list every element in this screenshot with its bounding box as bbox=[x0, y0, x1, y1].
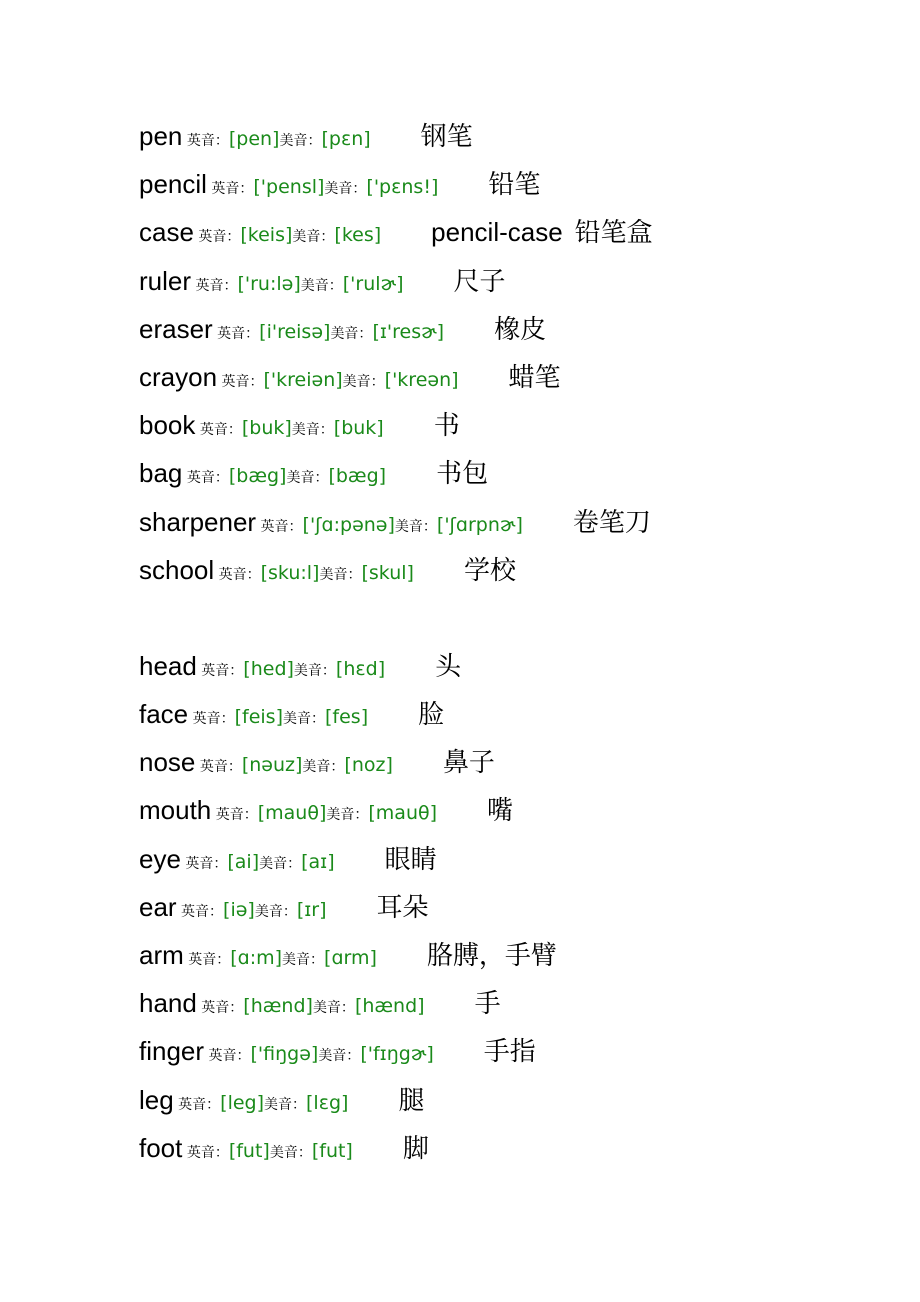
us-phonetic: [noz] bbox=[344, 754, 393, 777]
english-word: mouth bbox=[139, 795, 212, 826]
uk-label: 英音： bbox=[199, 422, 242, 439]
us-label: 美音： bbox=[293, 662, 336, 679]
english-word: case bbox=[139, 217, 194, 248]
uk-phonetic: ['ʃɑ:pənə] bbox=[302, 513, 395, 536]
word-group bbox=[139, 112, 899, 594]
uk-phonetic: [buk] bbox=[241, 417, 292, 440]
chinese-meaning: 嘴 bbox=[487, 796, 514, 827]
english-word: finger bbox=[139, 1036, 205, 1067]
uk-label: 英音： bbox=[195, 277, 238, 294]
chinese-meaning: 腿 bbox=[398, 1085, 425, 1116]
vocab-row bbox=[139, 786, 899, 834]
chinese-meaning: 尺子 bbox=[453, 266, 506, 297]
uk-phonetic: [bæg] bbox=[228, 465, 287, 488]
chinese-meaning: 橡皮 bbox=[494, 314, 547, 345]
chinese-meaning: 学校 bbox=[463, 555, 516, 586]
us-phonetic: ['kreən] bbox=[384, 368, 459, 391]
chinese-meaning: 耳朵 bbox=[376, 892, 429, 923]
vocab-row bbox=[139, 642, 899, 690]
chinese-meaning: 胳膊，手臂 bbox=[426, 941, 557, 971]
vocab-row bbox=[139, 979, 899, 1027]
us-phonetic: [ɪr] bbox=[296, 898, 327, 921]
uk-label: 英音： bbox=[208, 1048, 251, 1065]
uk-label: 英音： bbox=[181, 903, 224, 920]
us-label: 美音： bbox=[312, 1000, 355, 1017]
uk-phonetic: [hed] bbox=[243, 657, 294, 680]
uk-label: 英音： bbox=[186, 1144, 229, 1161]
uk-phonetic: [i'reisə] bbox=[259, 320, 331, 343]
us-label: 美音： bbox=[394, 518, 437, 535]
uk-phonetic: [sku:l] bbox=[260, 561, 320, 584]
english-word: eraser bbox=[139, 313, 213, 344]
english-word: leg bbox=[139, 1084, 174, 1115]
chinese-meaning: 脸 bbox=[418, 700, 445, 731]
vocab-row bbox=[139, 257, 899, 305]
word-group bbox=[139, 642, 899, 1172]
uk-phonetic: [fut] bbox=[228, 1139, 270, 1162]
chinese-meaning: 铅笔 bbox=[488, 170, 541, 201]
english-word: book bbox=[139, 410, 196, 441]
english-word: hand bbox=[139, 988, 197, 1019]
uk-label: 英音： bbox=[201, 662, 244, 679]
uk-phonetic: ['kreiən] bbox=[263, 368, 343, 391]
us-label: 美音： bbox=[283, 711, 325, 728]
chinese-meaning: 头 bbox=[435, 651, 462, 682]
chinese-meaning: 脚 bbox=[402, 1133, 429, 1164]
vocab-row bbox=[139, 208, 899, 256]
us-phonetic: [hɛd] bbox=[335, 657, 386, 680]
us-phonetic: [kes] bbox=[334, 224, 382, 247]
uk-label: 英音： bbox=[211, 181, 254, 198]
vocab-row bbox=[139, 883, 899, 931]
english-word: foot bbox=[139, 1132, 183, 1163]
us-label: 美音： bbox=[330, 325, 373, 342]
english-word: face bbox=[139, 699, 189, 730]
us-label: 美音： bbox=[342, 373, 385, 390]
uk-phonetic: ['fiŋgə] bbox=[250, 1043, 319, 1066]
us-label: 美音： bbox=[324, 181, 367, 198]
uk-label: 英音： bbox=[217, 325, 260, 342]
uk-label: 英音： bbox=[218, 566, 261, 583]
uk-label: 英音： bbox=[260, 518, 303, 535]
uk-phonetic: ['ru:lə] bbox=[237, 272, 301, 295]
uk-phonetic: [nəuz] bbox=[241, 754, 303, 777]
vocab-row bbox=[139, 931, 899, 979]
uk-phonetic: [pen] bbox=[228, 128, 280, 150]
english-word: bag bbox=[139, 458, 183, 489]
english-word: arm bbox=[139, 940, 184, 970]
english-word: ear bbox=[139, 891, 177, 922]
uk-label: 英音： bbox=[188, 952, 231, 968]
us-label: 美音： bbox=[319, 566, 362, 583]
us-label: 美音： bbox=[326, 807, 369, 824]
vocab-row bbox=[139, 1124, 899, 1172]
uk-label: 英音： bbox=[185, 855, 228, 872]
chinese-meaning: 书包 bbox=[436, 459, 489, 490]
uk-phonetic: [hænd] bbox=[243, 995, 313, 1018]
us-label: 美音： bbox=[292, 229, 335, 246]
us-label: 美音： bbox=[269, 1144, 312, 1161]
english-word: pen bbox=[139, 121, 183, 151]
chinese-meaning: 眼睛 bbox=[384, 844, 437, 875]
uk-phonetic: [feis] bbox=[234, 706, 283, 729]
us-phonetic: [aɪ] bbox=[301, 850, 335, 873]
vocab-row bbox=[139, 1076, 899, 1124]
us-label: 美音： bbox=[300, 277, 343, 294]
us-label: 美音： bbox=[302, 759, 345, 776]
vocab-row bbox=[139, 449, 899, 497]
us-phonetic: ['fɪŋgɚ] bbox=[360, 1043, 434, 1066]
us-phonetic: [bæg] bbox=[328, 465, 387, 488]
us-phonetic: ['ʃɑrpnɚ] bbox=[436, 513, 523, 536]
english-word: sharpener bbox=[139, 506, 257, 537]
us-label: 美音： bbox=[259, 855, 302, 872]
us-phonetic: [lɛg] bbox=[306, 1091, 349, 1114]
uk-label: 英音： bbox=[178, 1096, 221, 1113]
uk-phonetic: [leg] bbox=[220, 1091, 265, 1114]
us-label: 美音： bbox=[318, 1048, 361, 1065]
vocab-row bbox=[139, 160, 899, 208]
vocab-row bbox=[139, 401, 899, 449]
compound-word: pencil-case bbox=[431, 217, 563, 248]
uk-phonetic: [mauθ] bbox=[257, 802, 327, 825]
uk-label: 英音： bbox=[186, 133, 229, 149]
vocab-row bbox=[139, 305, 899, 353]
chinese-meaning: 鼻子 bbox=[442, 748, 495, 779]
uk-label: 英音： bbox=[186, 470, 229, 487]
uk-label: 英音： bbox=[192, 711, 235, 728]
us-label: 美音： bbox=[264, 1096, 307, 1113]
us-label: 美音： bbox=[254, 903, 297, 920]
uk-label: 英音： bbox=[198, 229, 241, 246]
us-phonetic: [hænd] bbox=[354, 995, 425, 1018]
english-word: ruler bbox=[139, 265, 192, 296]
uk-label: 英音： bbox=[199, 759, 242, 776]
us-label: 美音： bbox=[279, 133, 322, 149]
us-phonetic: [fes] bbox=[325, 706, 369, 729]
vocab-row bbox=[139, 738, 899, 786]
chinese-meaning: 手指 bbox=[483, 1037, 536, 1068]
vocabulary-page bbox=[139, 112, 899, 1172]
uk-label: 英音： bbox=[201, 1000, 244, 1017]
uk-label: 英音： bbox=[221, 373, 264, 390]
vocab-row bbox=[139, 353, 899, 401]
us-phonetic: ['pɛns!] bbox=[366, 176, 439, 199]
us-label: 美音： bbox=[282, 952, 325, 968]
us-label: 美音： bbox=[286, 470, 329, 487]
vocab-row bbox=[139, 546, 899, 594]
us-phonetic: ['rulɚ] bbox=[342, 272, 404, 295]
chinese-meaning: 钢笔 bbox=[420, 122, 473, 152]
us-phonetic: [ɪ'resɚ] bbox=[372, 320, 445, 343]
uk-phonetic: [ai] bbox=[227, 850, 260, 873]
english-word: eye bbox=[139, 843, 181, 874]
uk-label: 英音： bbox=[215, 807, 258, 824]
chinese-meaning: 书 bbox=[433, 411, 460, 442]
vocab-row bbox=[139, 835, 899, 883]
chinese-meaning: 铅笔盒 bbox=[574, 218, 653, 249]
us-phonetic: [fut] bbox=[311, 1139, 353, 1162]
chinese-meaning: 蜡笔 bbox=[508, 362, 561, 393]
english-word: nose bbox=[139, 747, 196, 778]
us-phonetic: [mauθ] bbox=[368, 802, 438, 825]
vocab-row bbox=[139, 1027, 899, 1075]
us-phonetic: [buk] bbox=[333, 417, 384, 440]
vocab-row bbox=[139, 112, 899, 160]
us-phonetic: [pɛn] bbox=[321, 128, 371, 150]
vocab-row bbox=[139, 690, 899, 738]
uk-phonetic: ['pensl] bbox=[253, 176, 325, 199]
us-label: 美音： bbox=[291, 422, 334, 439]
chinese-meaning: 卷笔刀 bbox=[572, 507, 651, 538]
english-word: pencil bbox=[139, 169, 207, 200]
vocab-row bbox=[139, 498, 899, 546]
us-phonetic: [skul] bbox=[361, 561, 414, 584]
english-word: crayon bbox=[139, 361, 218, 392]
uk-phonetic: [keis] bbox=[240, 224, 293, 247]
uk-phonetic: [iə] bbox=[223, 898, 255, 921]
us-phonetic: [ɑrm] bbox=[324, 947, 377, 969]
english-word: head bbox=[139, 650, 197, 681]
chinese-meaning: 手 bbox=[474, 989, 501, 1020]
english-word: school bbox=[139, 554, 215, 585]
uk-phonetic: [ɑ:m] bbox=[230, 947, 283, 969]
